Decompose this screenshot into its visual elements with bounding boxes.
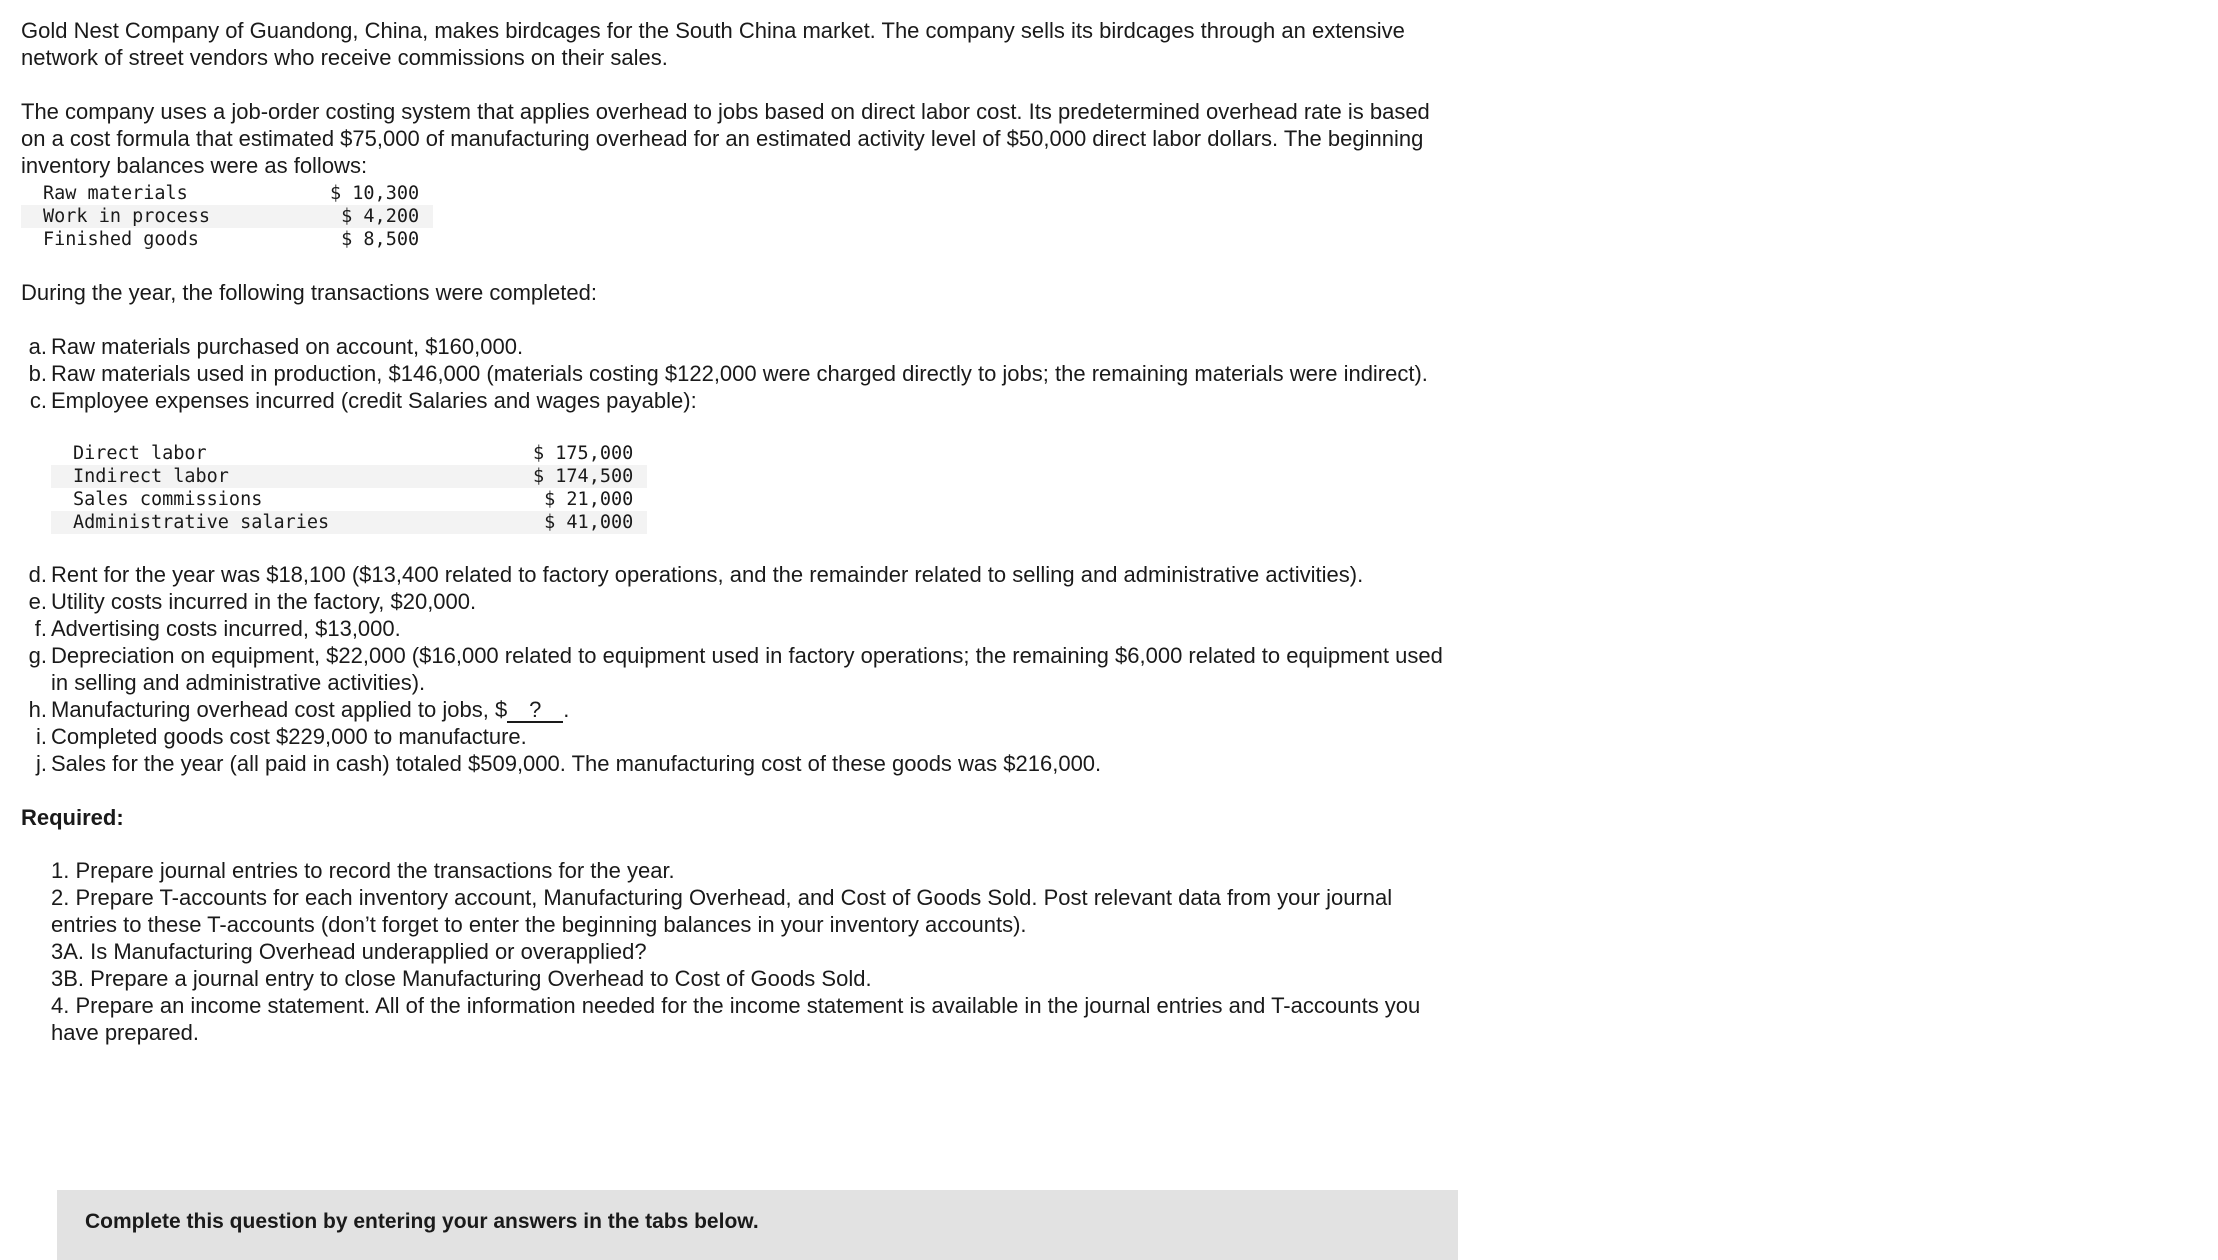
transaction-item: [36, 723, 1451, 750]
required-item: 1. Prepare journal entries to record the transactions for the year.: [51, 858, 675, 883]
inventory-value: $ 10,300: [330, 183, 420, 204]
intro-paragraph-2: The company uses a job-order costing system that applies overhead to jobs based on direct labor cost. Its predetermined overhead rate is based on a cost formula that estimated $75,000 of manufacturing overhead for an estimated activity level of $50,000 direct labor dollars. The beginning inventory balances were as follows:: [21, 99, 1430, 178]
required-item: 3B. Prepare a journal entry to close Manufacturing Overhead to Cost of Goods Sold.: [51, 966, 872, 991]
expense-row: [51, 488, 647, 511]
question-content: [21, 17, 1451, 1046]
transaction-item: [28, 696, 1451, 723]
transaction-text: Utility costs incurred in the factory, $20,000.: [51, 589, 477, 614]
transaction-item: [28, 360, 1451, 387]
intro-paragraph-1: Gold Nest Company of Guandong, China, makes birdcages for the South China market. The company sells its birdcages through an extensive network of street vendors who receive commissions on their sales.: [21, 18, 1405, 70]
transaction-item: [28, 588, 1451, 615]
expense-row: [51, 511, 647, 534]
transaction-text: Sales for the year (all paid in cash) totaled $509,000. The manufacturing cost of these goods was $216,000.: [51, 751, 1102, 776]
expense-row: [51, 465, 647, 488]
transaction-marker: i.: [36, 724, 47, 749]
required-heading: Required:: [21, 805, 124, 830]
inventory-label: Raw materials: [43, 183, 188, 204]
transaction-item: [28, 642, 1451, 696]
transaction-text: Depreciation on equipment, $22,000 ($16,000 related to equipment used in factory operations; the remaining $6,000 related to equipment used in selling and administrative activities).: [51, 643, 1443, 695]
employee-expenses-table: [51, 442, 647, 534]
inventory-row: [21, 182, 433, 205]
inventory-row: [21, 228, 433, 251]
inventory-value: $ 8,500: [341, 229, 420, 250]
expense-value: $ 175,000: [533, 443, 634, 464]
overhead-applied-blank: ?: [507, 699, 563, 723]
expense-label: Indirect labor: [51, 465, 533, 488]
tabs-instruction-text: Complete this question by entering your answers in the tabs below.: [85, 1210, 759, 1233]
inventory-label: Work in process: [21, 205, 330, 228]
transaction-marker: f.: [34, 616, 47, 641]
required-item: 2. Prepare T-accounts for each inventory account, Manufacturing Overhead, and Cost of Goods Sold. Post relevant data from your journal entries to these T-accounts (don’t forget to enter the beginning balances in your inventory accounts).: [51, 885, 1393, 937]
transactions-list-2: [21, 561, 1451, 777]
expense-label: Sales commissions: [73, 489, 263, 510]
inventory-label: Finished goods: [43, 229, 199, 250]
transaction-text: Manufacturing overhead cost applied to jobs, $: [51, 697, 508, 722]
transaction-marker: b.: [28, 361, 47, 386]
transaction-marker: e.: [28, 589, 47, 614]
transaction-text: Raw materials purchased on account, $160,000.: [51, 334, 524, 359]
transaction-text: Advertising costs incurred, $13,000.: [51, 616, 401, 641]
transaction-marker: a.: [28, 334, 47, 359]
beginning-inventory-table: [21, 182, 433, 251]
transaction-end: .: [563, 697, 570, 722]
transactions-list-1: [21, 333, 1451, 414]
expense-label: Administrative salaries: [51, 511, 533, 534]
required-item: 4. Prepare an income statement. All of the information needed for the income statement is available in the journal entries and T-accounts you have prepared.: [51, 993, 1421, 1045]
transaction-marker: j.: [36, 751, 47, 776]
expense-value: $ 174,500: [533, 465, 647, 488]
expense-row: [51, 442, 647, 465]
required-item: 3A. Is Manufacturing Overhead underapplied or overapplied?: [51, 939, 647, 964]
transaction-item: [34, 615, 1451, 642]
transactions-intro: During the year, the following transactions were completed:: [21, 280, 597, 305]
expense-label: Direct labor: [73, 443, 207, 464]
transaction-text: Employee expenses incurred (credit Salaries and wages payable):: [51, 388, 697, 413]
required-list: [21, 857, 1451, 1046]
transaction-text: Raw materials used in production, $146,000 (materials costing $122,000 were charged directly to jobs; the remaining materials were indirect).: [51, 361, 1428, 386]
expense-value: $ 41,000: [533, 511, 647, 534]
expense-value: $ 21,000: [544, 489, 634, 510]
transaction-item: [28, 333, 1451, 360]
transaction-marker: c.: [29, 388, 47, 413]
transaction-text: Completed goods cost $229,000 to manufacture.: [51, 724, 527, 749]
transaction-item: [28, 561, 1451, 588]
transaction-item: [29, 387, 1451, 414]
inventory-row: [21, 205, 433, 228]
transaction-marker: g.: [28, 643, 47, 668]
transaction-marker: h.: [28, 697, 47, 722]
transaction-item: [36, 750, 1451, 777]
transaction-marker: d.: [28, 562, 47, 587]
inventory-value: $ 4,200: [330, 205, 433, 228]
tabs-instruction-banner: [57, 1190, 1458, 1260]
transaction-text: Rent for the year was $18,100 ($13,400 related to factory operations, and the remainder related to selling and administrative activities).: [51, 562, 1364, 587]
